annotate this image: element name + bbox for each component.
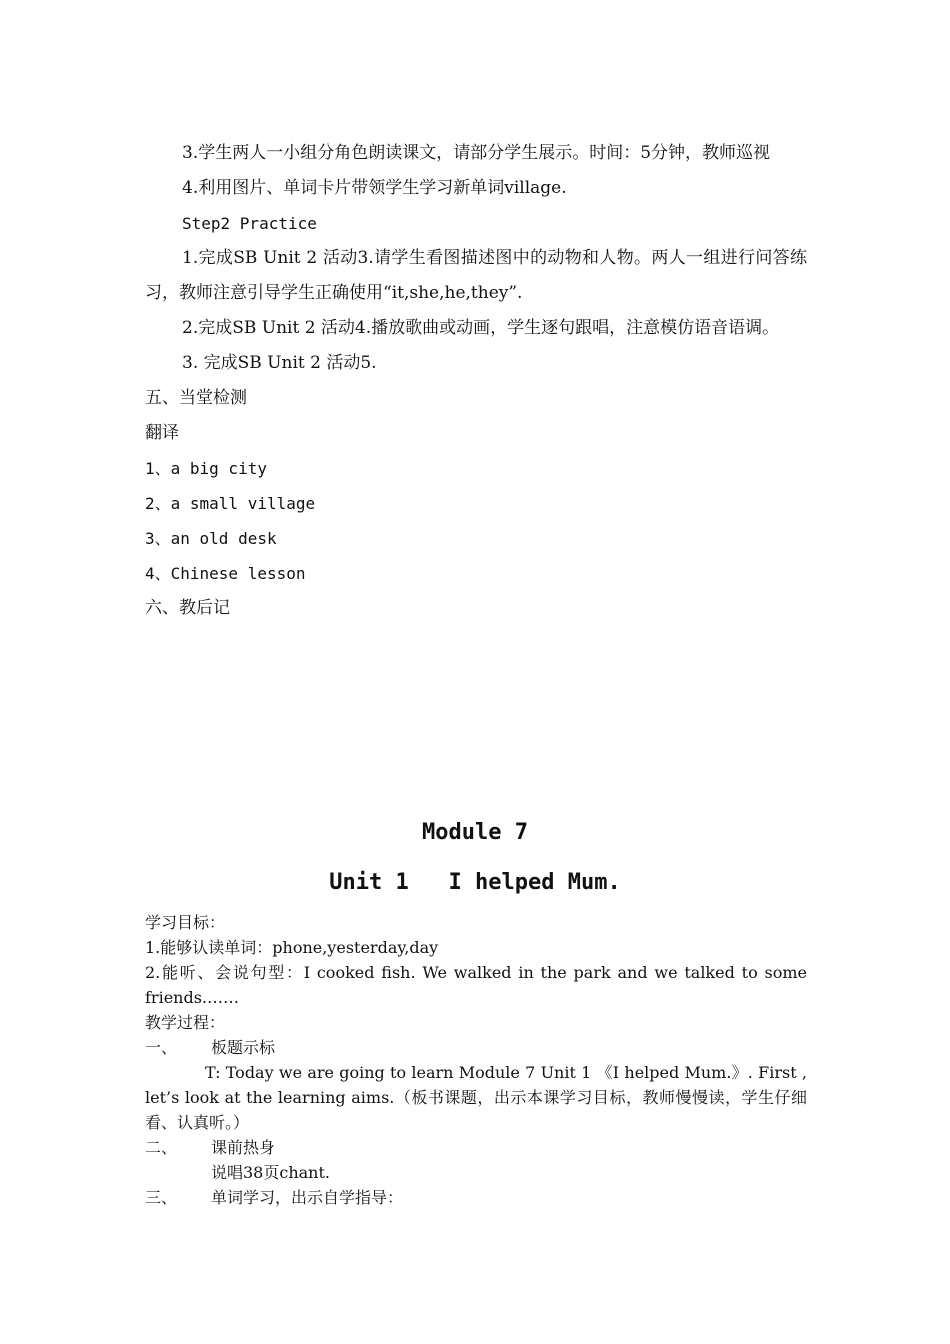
step2-heading: Step2 Practice [182, 214, 317, 233]
translate-item-3: 3、an old desk [145, 529, 277, 548]
step-text-3: 3.学生两人一小组分角色朗读课文，请部分学生展示。时间：5分钟，教师巡视 [182, 143, 771, 163]
heading-classroom-test: 五、当堂检测 [145, 388, 247, 408]
module-title: Module 7 [422, 820, 528, 845]
aims-label: 学习目标： [145, 913, 226, 932]
aim-2: 2.能听、会说句型：I cooked fish. We walked in the park and we talked to some friends.…… [145, 963, 807, 1007]
step-text-4: 4.利用图片、单词卡片带领学生学习新单词village. [182, 178, 567, 198]
step-3-title: 单词学习，出示自学指导： [211, 1188, 404, 1207]
step-1-number: 一、 [145, 1038, 178, 1057]
aim-1: 1.能够认读单词：phone,yesterday,day [145, 938, 439, 957]
step-2-heading [145, 1135, 807, 1160]
translate-item-4: 4、Chinese lesson [145, 564, 306, 583]
step-1-text: T: Today we are going to learn Module 7 Unit 1 《I helped Mum.》. First , let’s look at the learning aims.（板书课题，出示本课学习目标，教师慢慢读，学生仔细看、认真听。） [145, 1063, 808, 1132]
step-2-text: 说唱38页chant. [211, 1163, 330, 1182]
lesson-continuation [145, 136, 807, 626]
process-label: 教学过程： [145, 1013, 226, 1032]
step-1-title: 板题示标 [211, 1038, 276, 1057]
translate-item-2: 2、a small village [145, 494, 316, 513]
step-2-title: 课前热身 [211, 1138, 276, 1157]
step-2-number: 二、 [145, 1138, 178, 1157]
step-3-number: 三、 [145, 1188, 178, 1207]
translate-label: 翻译 [145, 423, 179, 443]
step-3-heading [145, 1185, 807, 1210]
heading-reflection: 六、教后记 [145, 598, 230, 618]
translate-item-1: 1、a big city [145, 459, 267, 478]
practice-item-2: 2.完成SB Unit 2 活动4.播放歌曲或动画，学生逐句跟唱，注意模仿语音语调。 [182, 318, 780, 338]
step-1-heading [145, 1035, 807, 1060]
unit-title: Unit 1 I helped Mum. [329, 870, 621, 895]
practice-item-1: 1.完成SB Unit 2 活动3.请学生看图描述图中的动物和人物。两人一组进行问答练习，教师注意引导学生正确使用“it,she,he,they”. [145, 248, 807, 303]
practice-item-3: 3. 完成SB Unit 2 活动5. [182, 353, 377, 373]
lesson-plan [145, 910, 807, 1210]
